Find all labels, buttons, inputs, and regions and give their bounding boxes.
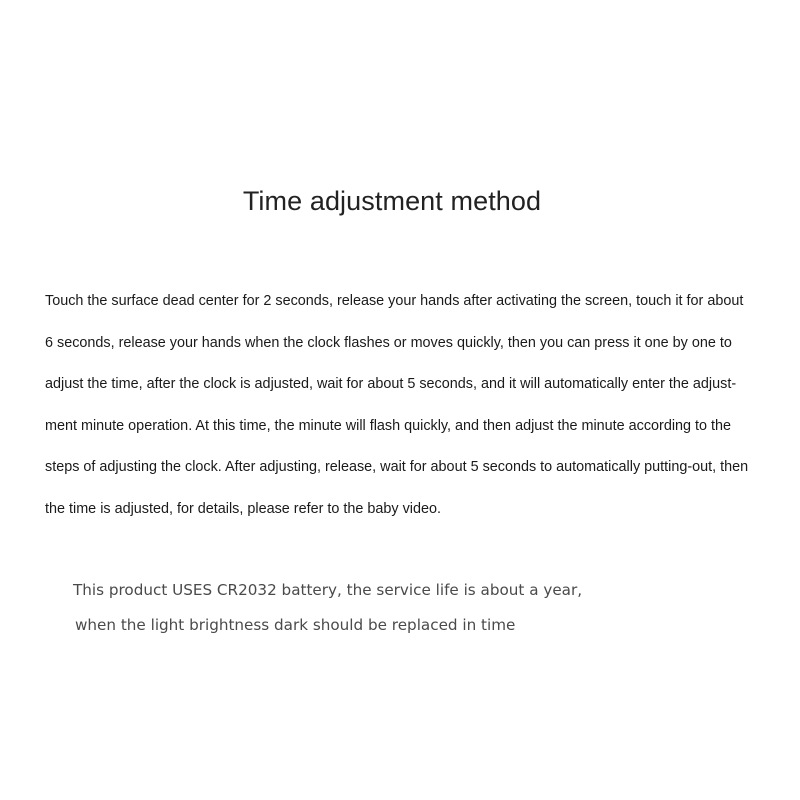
instructions-line: Touch the surface dead center for 2 seconds, release your hands after activating the screen, touch it for about (45, 293, 744, 309)
page-title: Time adjustment method (242, 186, 542, 216)
battery-note-line: This product USES CR2032 battery, the service life is about a year, (73, 581, 583, 599)
instructions-line: ment minute operation. At this time, the minute will flash quickly, and then adjust the minute according to the (45, 417, 732, 434)
instructions-line: adjust the time, after the clock is adjusted, wait for about 5 seconds, and it will automatically enter the adjust- (45, 376, 737, 393)
battery-note (73, 573, 713, 642)
battery-note-line: when the light brightness dark should be replaced in time (75, 615, 516, 634)
instructions-line: the time is adjusted, for details, please refer to the baby video. (45, 500, 441, 517)
instructions-line: 6 seconds, release your hands when the clock flashes or moves quickly, then you can press it one by one to (45, 334, 732, 351)
instructions-paragraph (45, 281, 770, 531)
instructions-line: steps of adjusting the clock. After adjusting, release, wait for about 5 seconds to automatically putting-out, then (45, 459, 749, 476)
